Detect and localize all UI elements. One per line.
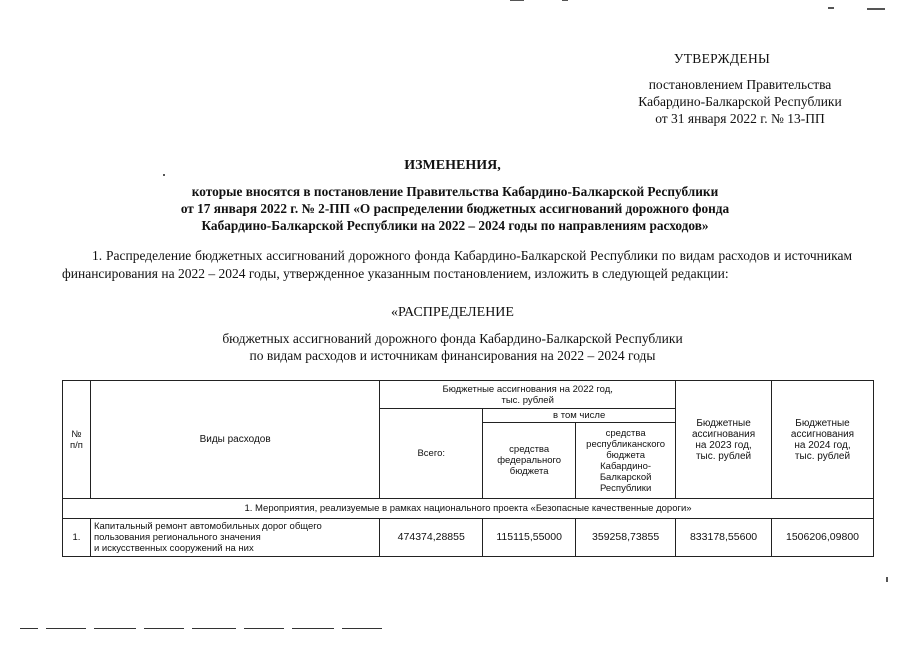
cell-2024-text: 1506206,09800 — [786, 531, 859, 543]
header-kind-text: Виды расходов — [199, 434, 271, 445]
header-budget-2024 — [772, 381, 874, 499]
cell-total-text: 474374,28855 — [397, 531, 465, 543]
header-including-text: в том числе — [553, 410, 606, 421]
header-federal-text: средства федерального бюджета — [497, 444, 562, 477]
header-budget-2022 — [380, 381, 676, 409]
scan-line — [46, 628, 86, 629]
subtitle-line: Кабардино-Балкарской Республики на 2022 – 2024 годы по направлениям расходов» — [201, 218, 709, 233]
subtitle-line: которые вносятся в постановление Правительства Кабардино-Балкарской Республики — [191, 184, 719, 199]
section-row — [63, 499, 874, 519]
cell-2023 — [676, 519, 772, 557]
approval-line: Кабардино-Балкарской Республики — [638, 94, 842, 109]
subtitle-line: от 17 января 2022 г. № 2-ПП «О распределении бюджетных ассигнований дорожного фонда — [180, 201, 730, 216]
scan-mark-top — [562, 0, 568, 1]
cell-total — [380, 519, 483, 557]
header-republic-text: средства республиканского бюджета Кабардино- Балкарской Республики — [586, 427, 666, 494]
cell-republic-text: 359258,73855 — [592, 531, 660, 543]
cell-2024 — [772, 519, 874, 557]
scan-line — [20, 628, 38, 629]
cell-num-text: 1. — [72, 532, 81, 543]
cell-federal-text: 115115,55000 — [496, 531, 562, 543]
budget-table — [62, 380, 874, 557]
scan-mark-top — [510, 0, 524, 1]
approval-line: от 31 января 2022 г. № 13-ПП — [655, 111, 825, 126]
scan-line — [144, 628, 184, 629]
scan-line — [244, 628, 284, 629]
distribution-subtitle — [100, 330, 805, 364]
distribution-line: бюджетных ассигнований дорожного фонда Кабардино-Балкарской Республики — [222, 331, 683, 346]
scan-line — [292, 628, 334, 629]
document-title: ИЗМЕНЕНИЯ, — [404, 158, 501, 173]
header-budget-2024-text: Бюджетные ассигнования на 2024 год, тыс. рублей — [790, 417, 855, 462]
header-including — [483, 409, 676, 423]
scan-bottom-lines — [20, 628, 390, 646]
document-subtitle — [60, 183, 850, 234]
header-federal — [483, 423, 576, 499]
scan-mark-top — [828, 7, 834, 9]
header-kind — [90, 381, 379, 499]
cell-kind — [90, 519, 379, 557]
scan-line — [94, 628, 136, 629]
scan-mark-top — [867, 8, 885, 10]
scan-line — [192, 628, 236, 629]
header-budget-2023 — [676, 381, 772, 499]
header-total — [380, 409, 483, 499]
approval-block — [595, 50, 885, 127]
header-total-text: Всего: — [417, 448, 446, 459]
approval-line: постановлением Правительства — [648, 77, 832, 92]
cell-kind-text: Капитальный ремонт автомобильных дорог общего пользования регионального значения и искусственных сооружений на них — [93, 521, 322, 554]
cell-2023-text: 833178,55600 — [689, 531, 758, 543]
header-budget-2022-text: Бюджетные ассигнования на 2022 год, тыс. рублей — [442, 383, 613, 406]
approval-heading: УТВЕРЖДЕНЫ — [673, 51, 771, 66]
table-row — [63, 519, 874, 557]
header-num-text: № п/п — [70, 428, 83, 451]
scan-dot — [163, 174, 165, 176]
distribution-title: «РАСПРЕДЕЛЕНИЕ — [391, 305, 514, 320]
paragraph-1: 1. Распределение бюджетных ассигнований дорожного фонда Кабардино-Балкарской Республики по видам расходов и источникам финансирования на 2022 – 2024 годы, утвержденное указанным постановлением, изложить в следующей редакции: — [62, 248, 852, 281]
cell-num — [63, 519, 91, 557]
header-num — [63, 381, 91, 499]
header-republic — [576, 423, 676, 499]
header-budget-2023-text: Бюджетные ассигнования на 2023 год, тыс. рублей — [691, 417, 756, 462]
cell-federal — [483, 519, 576, 557]
distribution-line: по видам расходов и источникам финансирования на 2022 – 2024 годы — [249, 348, 656, 363]
scan-mark-right — [886, 577, 888, 582]
scan-line — [342, 628, 382, 629]
cell-republic — [576, 519, 676, 557]
section-title: 1. Мероприятия, реализуемые в рамках национального проекта «Безопасные качественные дороги» — [244, 503, 692, 514]
